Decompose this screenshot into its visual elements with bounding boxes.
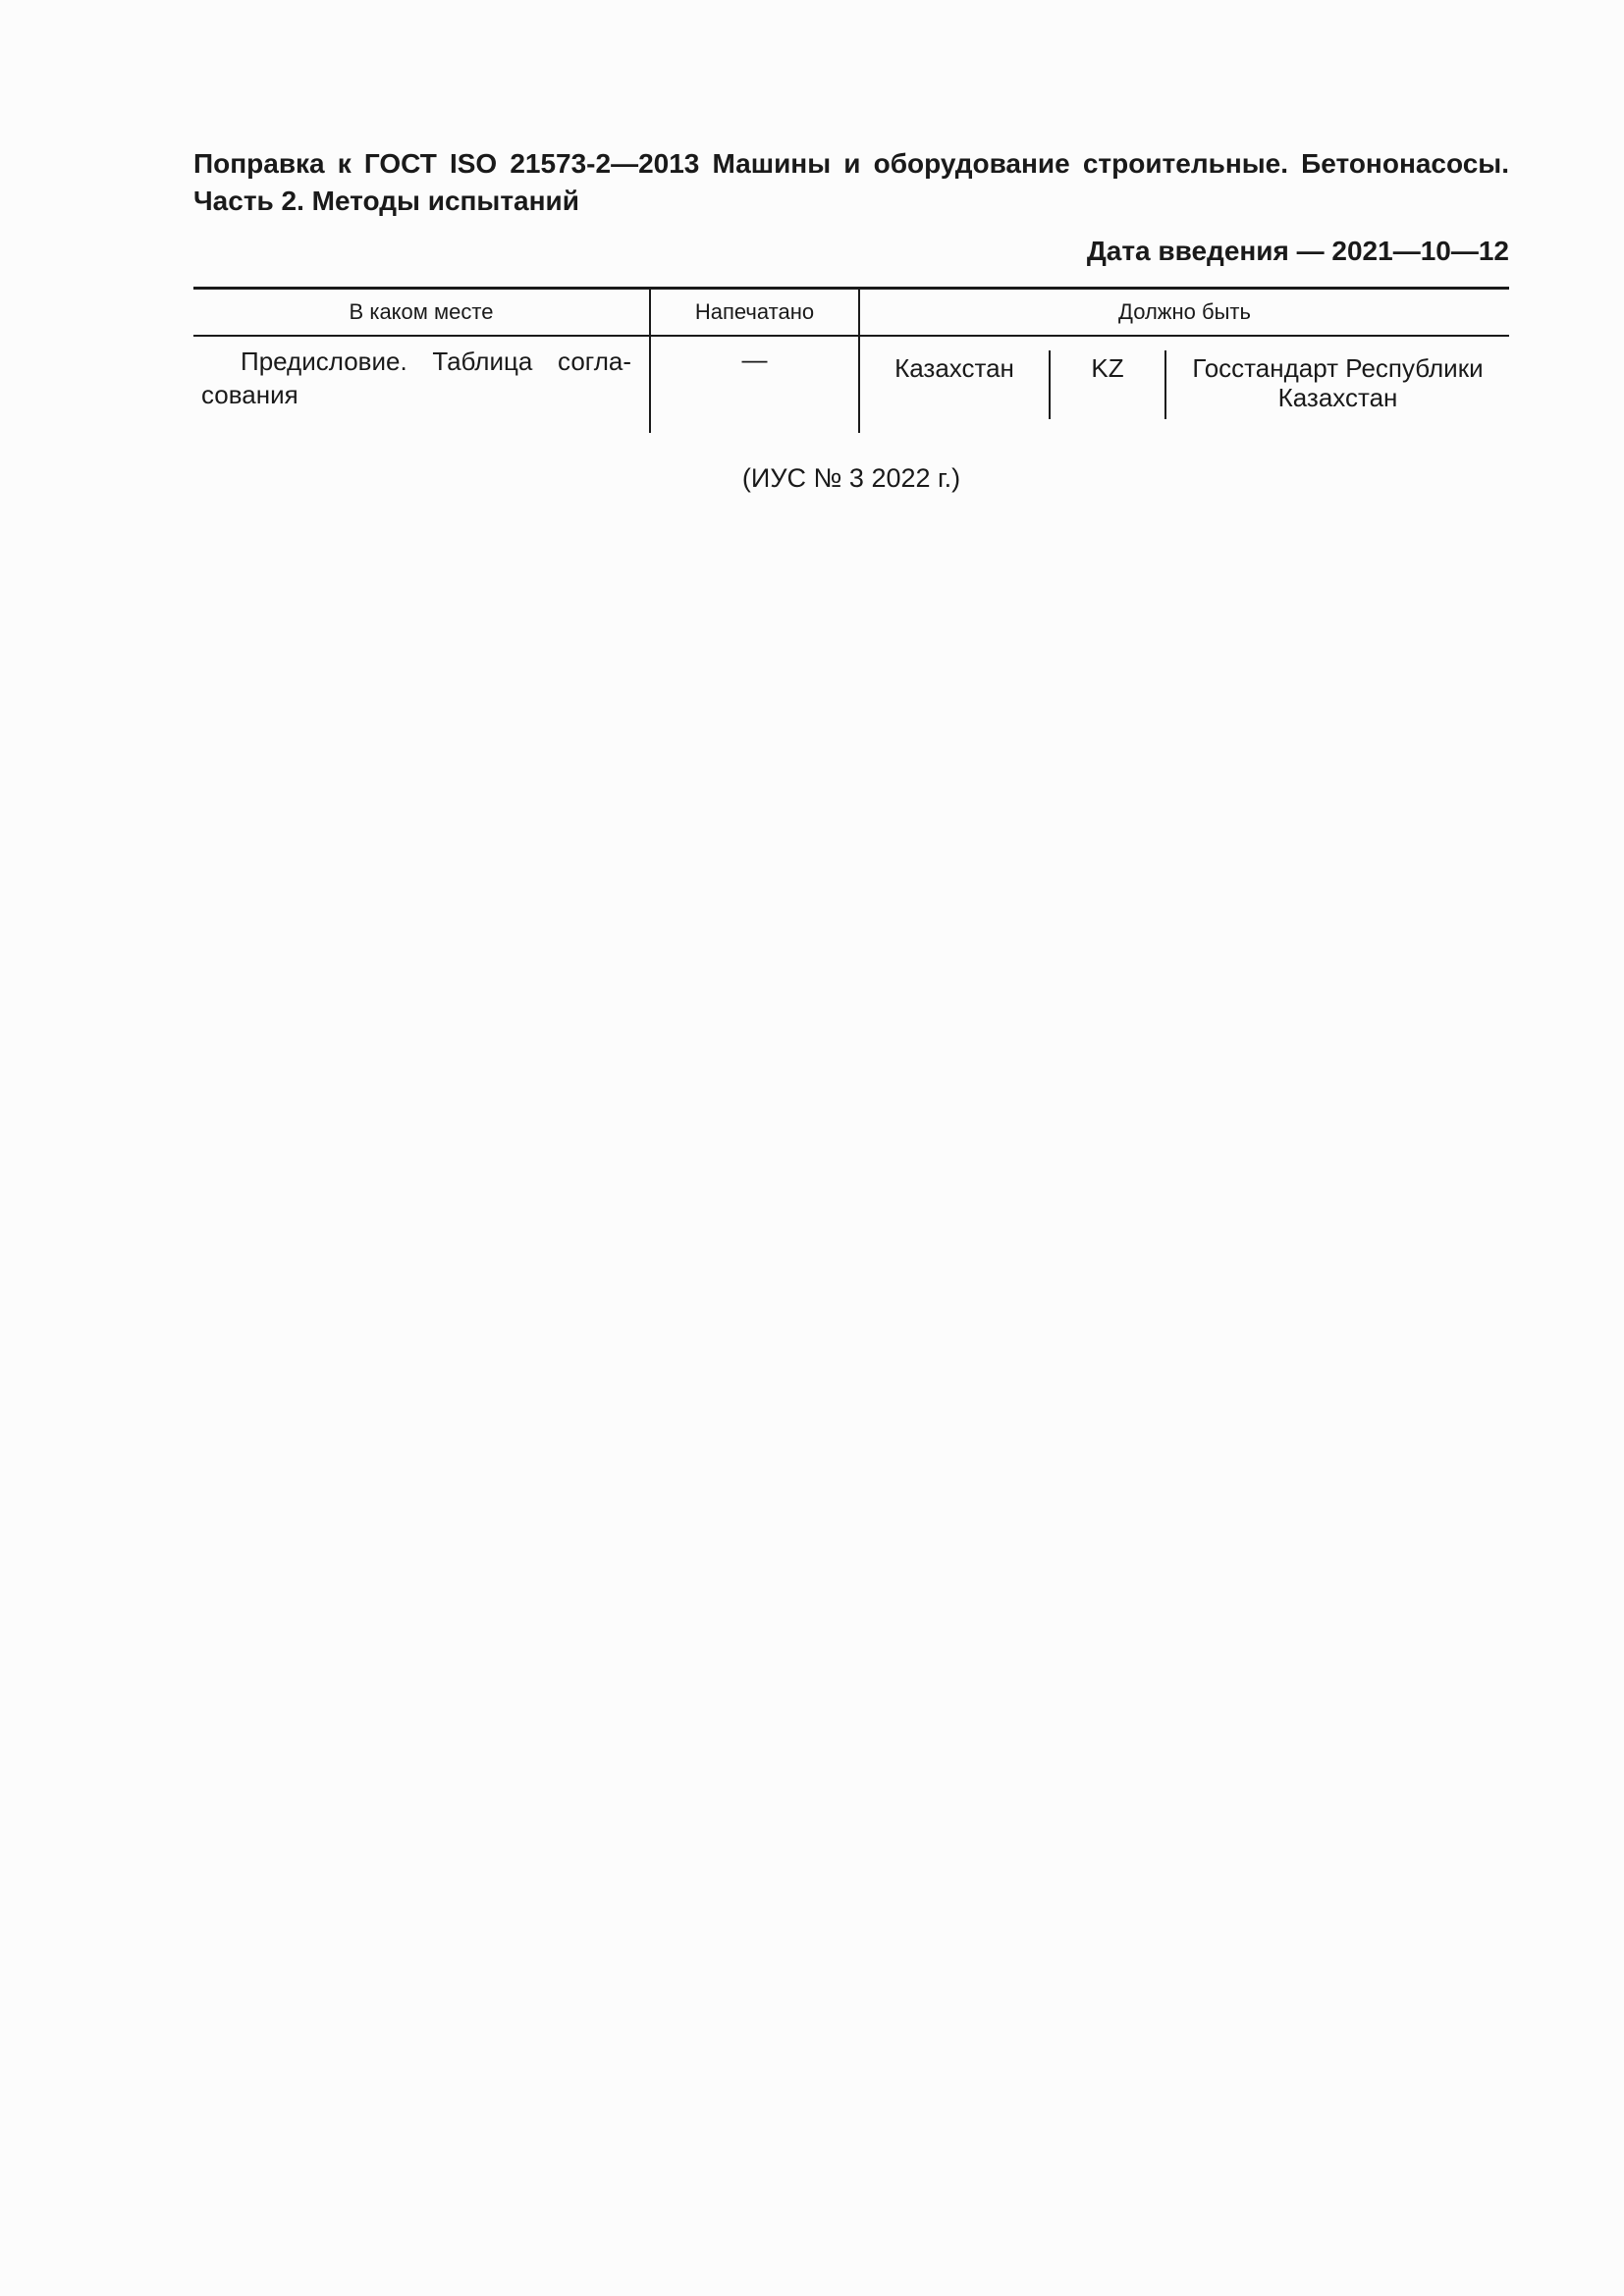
cell-should-be [859, 336, 1509, 433]
effective-date: Дата введения — 2021—10—12 [1086, 236, 1509, 266]
cell-where [193, 336, 650, 433]
cell-printed [650, 336, 859, 433]
header-printed: Напечатано [650, 289, 859, 337]
header-should-be: Должно быть [859, 289, 1509, 337]
should-be-group [860, 350, 1509, 419]
source-note: (ИУС № 3 2022 г.) [741, 463, 961, 493]
document-page [193, 145, 1509, 493]
printed-text: — [741, 345, 768, 374]
where-text: Предисловие. Таблица согла-сования [201, 347, 631, 409]
should-be-organization: Госстандарт Республики Казахстан [1192, 353, 1484, 412]
header-where: В каком месте [193, 289, 650, 337]
table-header-row [193, 289, 1509, 337]
should-be-code: KZ [1051, 350, 1166, 419]
document-title: Поправка к ГОСТ ISO 21573-2—2013 Машины и оборудование строительные. Бетононасосы. Часть 2. Методы испытаний [193, 148, 1509, 216]
should-be-country: Казахстан [860, 350, 1051, 419]
amendment-table [193, 287, 1509, 433]
table-row [193, 336, 1509, 433]
